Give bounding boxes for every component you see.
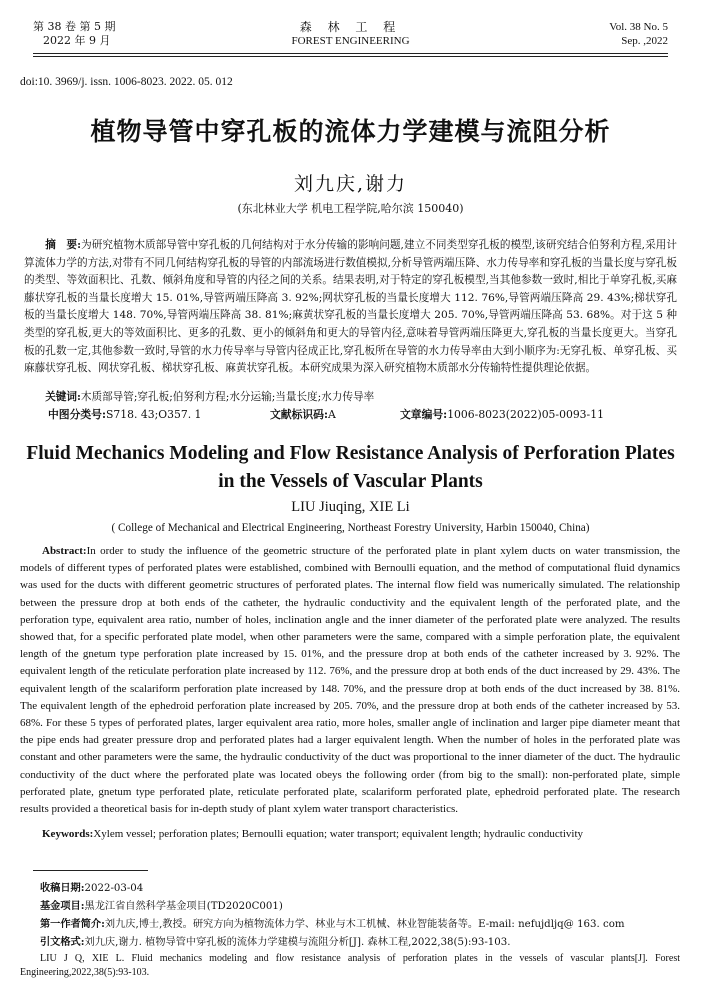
date-en: Sep. ,2022 [621, 35, 668, 47]
date-cn: 2022 年 9 月 [43, 34, 111, 47]
abstract-cn [24, 237, 677, 378]
fund-label: 基金项目: [40, 900, 85, 912]
keywords-cn-label: 关键词: [45, 391, 81, 403]
title-en: Fluid Mechanics Modeling and Flow Resistance Analysis of Perforation Plates in the Vessels of Vascular Plants [26, 443, 675, 492]
fund-value: 黑龙江省自然科学基金项目(TD2020C001) [84, 901, 283, 912]
volume-issue-cn: 第 38 卷 第 5 期 [33, 20, 116, 33]
abstract-cn-text: 为研究植物木质部导管中穿孔板的几何结构对于水分传输的影响问题,建立不同类型穿孔板的模型,该研究结合伯努利方程,采用计算流体力学的方法,对带有不同几何结构穿孔板的导管的内部流场进行数值模拟,分析导管两端压降、水力传导率和穿孔板的当量长度与穿孔板的类型、等效面积比、孔数、倾斜角度和导管的内径之间的关系。结果表明,对于特定的穿孔板模型,当其他参数一致时,相比于单穿孔板,买麻藤状穿孔板的当量长度增大 15. 01%,导管两端压降高 3. 92%;网状穿孔板的当量长度增大 112. 76%,导管两端压降高 29. 43%;梯状穿孔板的当量长度增大 148. 70%,导管两端压降高 38. 81%;麻黄状穿孔板的当量长度增大 205. 70%,导管两端压降高 53. 68%。对于这 5 种类型的穿孔板,更大的等效面积比、更多的孔数、更小的倾斜角和更大的导管内径,意味着导管两端压降更大,穿孔板的当量长度更大。当穿孔板的孔数一定,其他参数一致时,导管的水力传导率与导管内径成正比,穿孔板所在导管的水力传导率由大到小顺序为:无穿孔板、单穿孔板、买麻藤状穿孔板、网状穿孔板、梯状穿孔板、麻黄状穿孔板。本研究成果为深入研究植物木质部水分传输特性提供理论依据。 [24, 239, 677, 375]
first-author-bio [20, 917, 680, 932]
abstract-cn-label: 摘 要: [45, 239, 82, 251]
volume-issue-en: Vol. 38 No. 5 [609, 21, 668, 33]
citation-format-cn [20, 935, 680, 950]
authors-cn: 刘九庆,谢力 [293, 173, 408, 195]
keywords-cn-text: 木质部导管;穿孔板;伯努利方程;水分运输;当量长度;水力传导率 [80, 391, 375, 403]
journal-name-cn: 森 林 工 程 [299, 20, 402, 34]
abstract-en-text: In order to study the influence of the geometric structure of the perforated plate in plant xylem ducts on water transmission, the models of different types of perforated plates were established, combined with Bernoulli equation, and the method of computational fluid dynamics was used for the ducts with different geometric structures of perforated plates. The internal flow field was numerically simulated. The relationship between the pressure drop at both ends of the catheter, the hydraulic conductivity and the equivalent length of the perforated plate, and the perforation type, equivalent area ratio, number of holes, inclination angle and the inner diameter of the perforated plate were analyzed. The results showed that, for a specific perforated plate model, when other parameters were the same, compared with a simple perforation plate, the equivalent length of the gnetum type perforation plate increased by 15. 01%, and the pressure drop at both ends of the catheter increased by 3. 92%. The equivalent length of the reticulate perforation plate increased by 112. 76%, and the pressure drop at both ends of the duct increased by 29. 43%. The equivalent length of the scalariform perforation plate increased by 148. 70%, and the pressure drop at both ends of the duct increased by 38. 81%. The equivalent length of the ephedroid perforation plate increased by 205. 70%, and the pressure drop at both ends of the catheter increased by 53. 68%. For these 5 types of perforated plates, larger equivalent area ratio, more holes, smaller angle of inclination and larger pipe diameter meant that the pipe ends had greater pressure drop and perforated plates had a larger equivalent length. When the number of holes in the perforated plate was constant and other parameters were the same, the hydraulic conductivity of the duct was proportional to the inner diameter of the duct. The hydraulic conductivity of the duct where the perforated plate was located obeys the following order (from big to the small): non-perforated plate, simple perforated plate, gnetum type perforated plate, reticulate perforated plate, scalariform perforated plate, ephedroid perforated plate. The research results provided a theoretical basis for in-depth study of plant xylem water transport characteristics. [20, 545, 680, 816]
article-number [400, 406, 604, 423]
authors-en: LIU Jiuqing, XIE Li [291, 499, 410, 515]
doi: doi:10. 3969/j. issn. 1006-8023. 2022. 05. 012 [20, 76, 233, 88]
title-cn: 植物导管中穿孔板的流体力学建模与流阻分析 [90, 117, 611, 146]
document-code [270, 406, 336, 423]
clc-label: 中图分类号: [48, 408, 106, 421]
keywords-en-text: Xylem vessel; perforation plates; Bernoulli equation; water transport; equivalent length; hydraulic conductivity [93, 828, 583, 840]
keywords-en-label: Keywords: [42, 828, 94, 840]
affiliation-cn: (东北林业大学 机电工程学院,哈尔滨 150040) [237, 202, 464, 215]
author-label: 第一作者简介: [40, 918, 105, 930]
doc-code-label: 文献标识码: [270, 408, 328, 421]
header-rule-bottom [33, 56, 668, 57]
cite-label: 引文格式: [40, 936, 85, 948]
fund-project [20, 899, 680, 914]
keywords-en [20, 826, 680, 843]
clc-value: S718. 43;O357. 1 [105, 408, 202, 421]
clc-code [48, 406, 201, 423]
affiliation-en: ( College of Mechanical and Electrical Engineering, Northeast Forestry University, Harbin 150040, China) [111, 522, 590, 534]
abstract-en [20, 543, 680, 818]
footnote-rule [33, 870, 148, 871]
header-rule-top [33, 53, 668, 54]
journal-name-en: FOREST ENGINEERING [291, 35, 410, 47]
received-value: 2022-03-04 [84, 883, 144, 894]
abstract-en-label: Abstract: [42, 545, 87, 557]
citation-format-en: LIU J Q, XIE L. Fluid mechanics modeling and flow resistance analysis of perforation plates in the vessels of vascular plants[J]. Forest Engineering,2022,38(5):93-103. [20, 953, 680, 978]
cite-value: 刘九庆,谢力. 植物导管中穿孔板的流体力学建模与流阻分析[J]. 森林工程,2022,38(5):93-103. [84, 937, 511, 948]
article-no-label: 文章编号: [400, 408, 448, 421]
header-center [0, 20, 701, 48]
received-label: 收稿日期: [40, 882, 85, 894]
received-date [20, 881, 680, 896]
keywords-cn [24, 389, 677, 406]
doc-code-value: A [327, 408, 336, 421]
author-value: 刘九庆,博士,教授。研究方向为植物流体力学、林业与木工机械、林业智能装备等。E-mail: nefujdljq@ 163. com [104, 919, 625, 930]
header-right [609, 20, 668, 48]
article-no-value: 1006-8023(2022)05-0093-11 [447, 408, 604, 421]
